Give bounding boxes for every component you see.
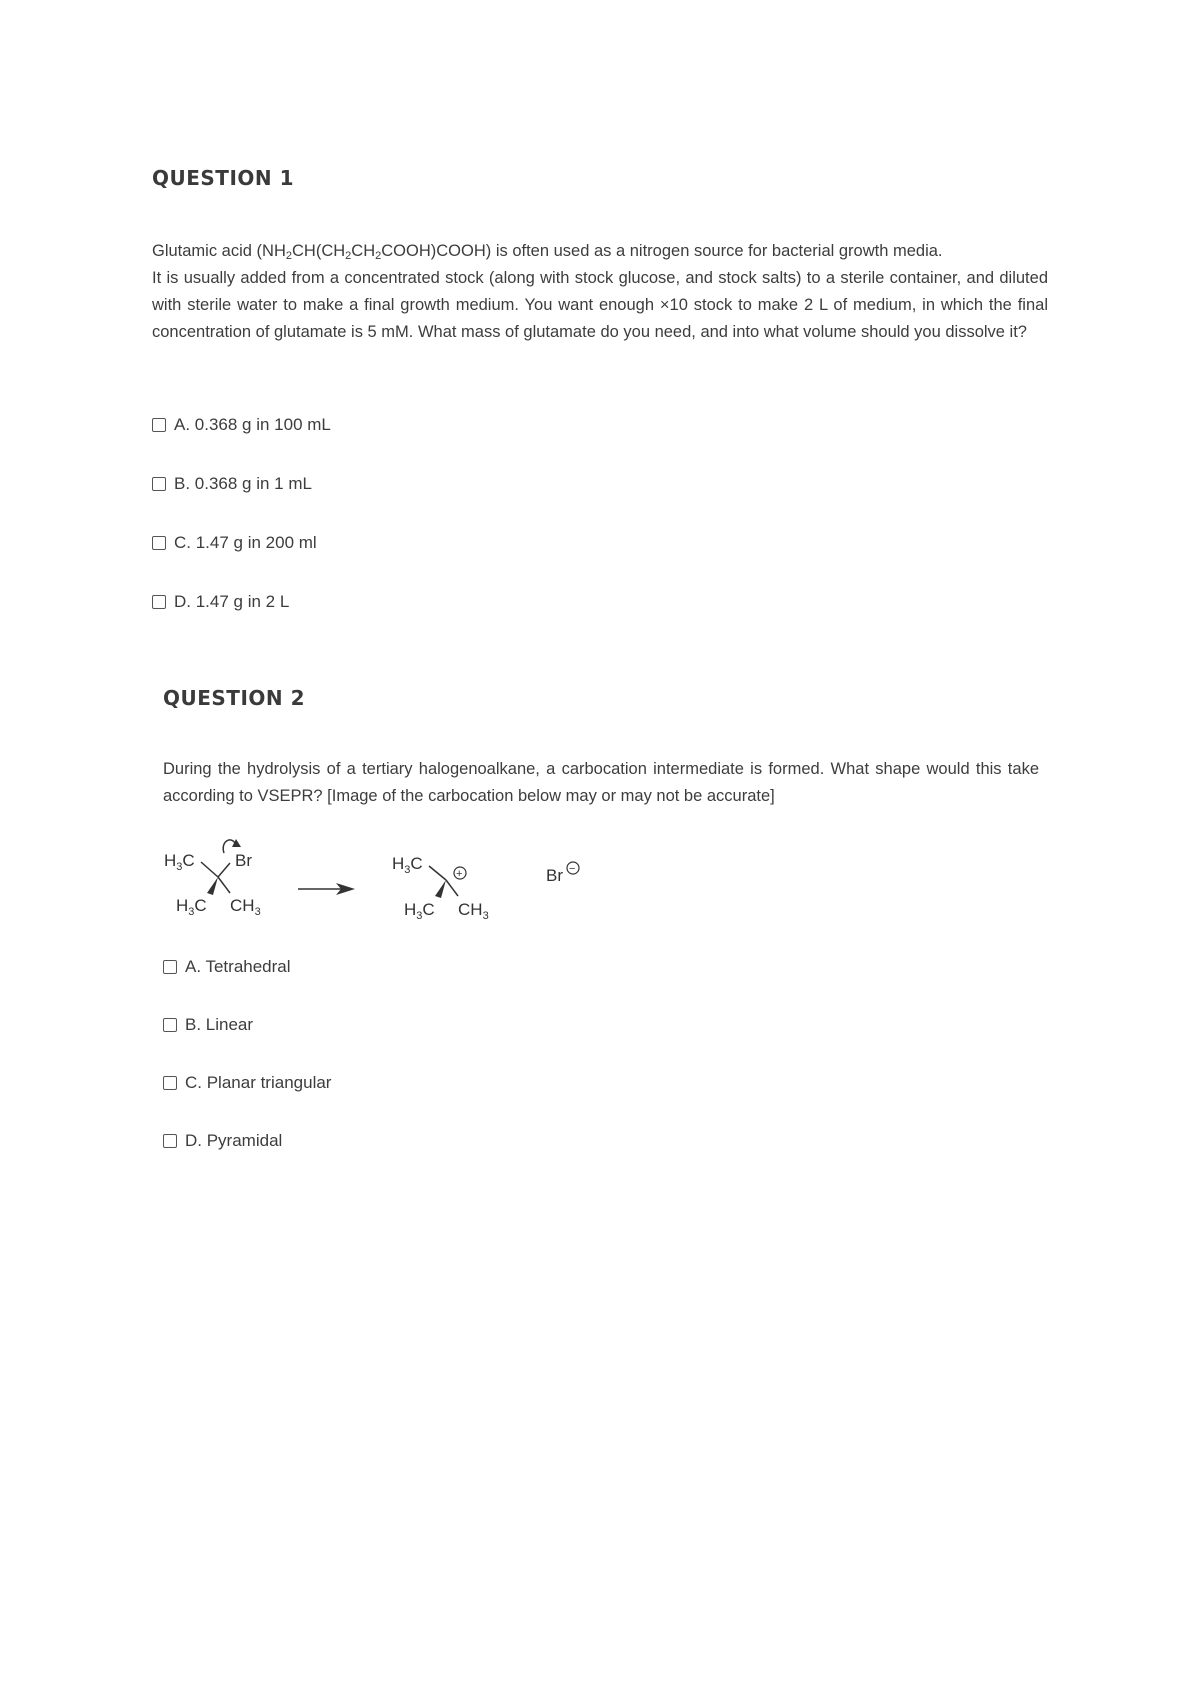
wedge-bond-icon	[435, 880, 446, 898]
q1-option-a-label: A. 0.368 g in 100 mL	[174, 415, 331, 434]
q1-option-c[interactable]	[152, 533, 317, 553]
q1-option-d-label: D. 1.47 g in 2 L	[174, 592, 290, 611]
q2-option-d-checkbox[interactable]	[163, 1134, 177, 1148]
q2-option-c-label: C. Planar triangular	[185, 1073, 332, 1092]
reaction-arrow-icon	[298, 883, 355, 895]
curly-arrow-head-icon	[232, 839, 241, 847]
leaving-group-label: Br	[235, 851, 252, 870]
q1-option-a-checkbox[interactable]	[152, 418, 166, 432]
question-1-text-line1	[152, 238, 1048, 265]
reactant-molecule	[164, 839, 261, 918]
question-2-heading: QUESTION 2	[163, 686, 306, 710]
q1-option-a[interactable]	[152, 415, 331, 435]
q2-option-b-checkbox[interactable]	[163, 1018, 177, 1032]
question-1-heading: QUESTION 1	[152, 166, 295, 190]
q2-option-b-label: B. Linear	[185, 1015, 254, 1034]
text-part: COOH)COOH) is often used as a nitrogen source for bacterial growth media.	[381, 242, 943, 260]
q1-option-c-label: C. 1.47 g in 200 ml	[174, 533, 317, 552]
subscript: 2	[375, 250, 382, 262]
product-right-group: $CH_3$	[458, 900, 489, 922]
q2-option-a-checkbox[interactable]	[163, 960, 177, 974]
product-carbocation	[392, 854, 489, 922]
text-part: CH(CH	[292, 242, 346, 260]
question-1-text	[152, 238, 1048, 346]
reactant-top-group: $H_3C$	[164, 851, 195, 873]
question-2-text: During the hydrolysis of a tertiary halogenoalkane, a carbocation intermediate is formed. What shape would this take according to VSEPR? [Image of the carbocation below may or may not be accurate]	[163, 760, 1039, 805]
q1-option-c-checkbox[interactable]	[152, 536, 166, 550]
q1-option-b[interactable]	[152, 474, 312, 494]
reactant-left-group: $H_3C$	[176, 896, 207, 918]
text-part: CH	[351, 242, 376, 260]
q1-option-b-checkbox[interactable]	[152, 477, 166, 491]
bromide-anion	[546, 862, 579, 885]
bond-line	[201, 862, 218, 877]
reactant-right-group: $CH_3$	[230, 896, 261, 918]
bond-line	[429, 866, 446, 880]
q1-option-b-label: B. 0.368 g in 1 mL	[174, 474, 312, 493]
bond-line	[218, 863, 230, 877]
product-top-group: $H_3C$	[392, 854, 423, 876]
carbocation-reaction-diagram	[150, 835, 590, 925]
q2-option-d-label: D. Pyramidal	[185, 1131, 283, 1150]
positive-charge-symbol: +	[456, 868, 463, 880]
question-1-text-rest: It is usually added from a concentrated stock (along with stock glucose, and stock salts) to a sterile container, and diluted with sterile water to make a final growth medium. You want enough ×10 stock to make 2 L of medium, in which the final concentration of glutamate is 5 mM. What mass of glutamate do you need, and into what volume should you dissolve it?	[152, 269, 1048, 341]
q2-option-d[interactable]	[163, 1131, 282, 1151]
q1-option-d[interactable]	[152, 592, 289, 612]
q2-option-c-checkbox[interactable]	[163, 1076, 177, 1090]
bond-line	[218, 877, 230, 893]
q2-option-c[interactable]	[163, 1073, 331, 1093]
subscript: 2	[345, 250, 352, 262]
q1-option-d-checkbox[interactable]	[152, 595, 166, 609]
q2-option-a-label: A. Tetrahedral	[185, 957, 291, 976]
q2-option-a[interactable]	[163, 957, 291, 977]
q2-option-b[interactable]	[163, 1015, 253, 1035]
negative-charge-symbol: −	[569, 863, 576, 875]
wedge-bond-icon	[207, 877, 218, 895]
text-part: Glutamic acid (NH	[152, 242, 286, 260]
bond-line	[446, 880, 458, 896]
anion-label: Br	[546, 866, 563, 885]
product-left-group: $H_3C$	[404, 900, 435, 922]
subscript: 2	[285, 250, 292, 262]
